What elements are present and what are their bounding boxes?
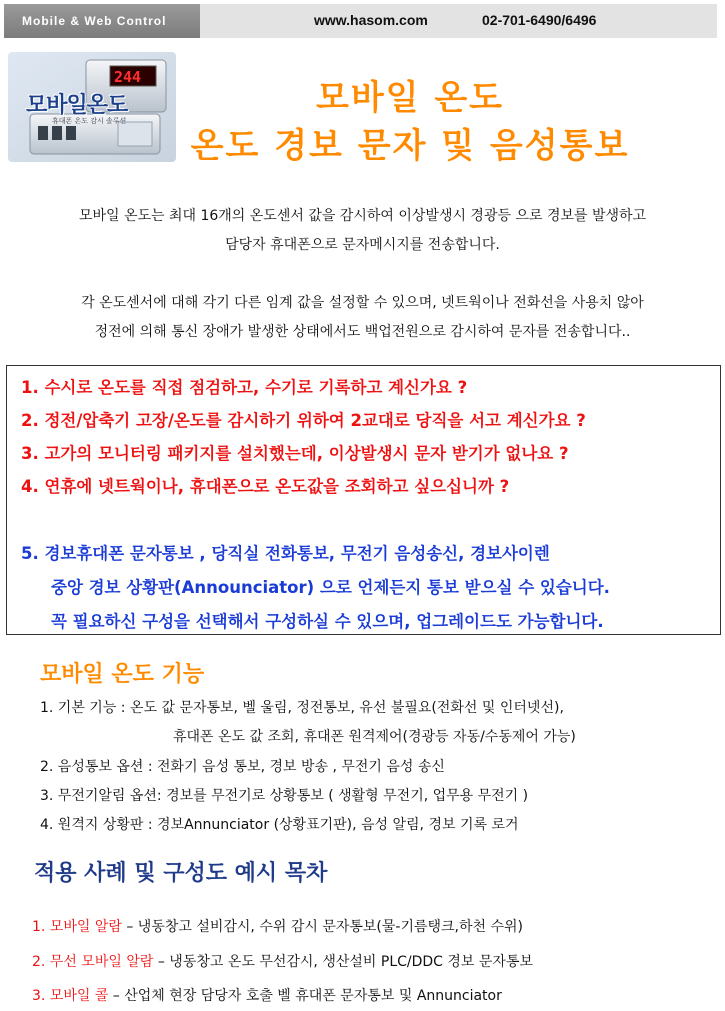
intro-p1-line2: 담당자 휴대폰으로 문자메시지를 전송합니다. bbox=[225, 237, 500, 253]
question-item: 3. 고가의 모니터링 패키지를 설치했는데, 이상발생시 문자 받기가 없나요 ? bbox=[21, 444, 569, 463]
features-heading: 모바일 온도 기능 bbox=[40, 662, 205, 687]
feature-item: 2. 음성통보 옵션 : 전화기 음성 통보, 경보 방송 , 무전기 음성 송신 bbox=[40, 759, 445, 775]
case-item[interactable] bbox=[32, 985, 502, 1005]
case-label: 3. 모바일 콜 bbox=[32, 988, 109, 1004]
website-link[interactable]: www.hasom.com bbox=[314, 12, 428, 28]
product-image bbox=[8, 52, 176, 162]
question-item: 2. 정전/압축기 고장/온도를 감시하기 위하여 2교대로 당직을 서고 계신가요 ? bbox=[21, 411, 586, 430]
case-item[interactable] bbox=[32, 951, 533, 971]
header-bar bbox=[4, 4, 717, 38]
phone-number: 02-701-6490/6496 bbox=[482, 12, 597, 28]
feature-item: 3. 무전기알림 옵션: 경보를 무전기로 상황통보 ( 생활형 무전기, 업무용 무전기 ) bbox=[40, 788, 529, 804]
product-logo-text: 모바일온도 bbox=[26, 93, 128, 118]
question-box bbox=[6, 365, 721, 635]
intro-p1-line1: 모바일 온도는 최대 16개의 온도센서 값을 감시하여 이상발생시 경광등 으로 경보를 발생하고 bbox=[78, 208, 647, 224]
case-desc: – 냉동창고 설비감시, 수위 감시 문자통보(물-기름탱크,하천 수위) bbox=[121, 919, 524, 935]
header-tag: Mobile & Web Control bbox=[4, 4, 200, 38]
header-contact-bar bbox=[200, 4, 717, 38]
answer-line: 5. 경보휴대폰 문자통보 , 당직실 전화통보, 무전기 음성송신, 경보사이렌 bbox=[21, 544, 550, 563]
product-sub-text: 휴대폰 온도 감시 솔루션 bbox=[52, 117, 127, 125]
page-subtitle: 온도 경보 문자 및 음성통보 bbox=[190, 126, 630, 166]
intro-p2-line2: 정전에 의해 통신 장애가 발생한 상태에서도 백업전원으로 감시하여 문자를 전송합니다.. bbox=[94, 324, 631, 340]
display-value: 244 bbox=[114, 68, 142, 86]
case-label: 2. 무선 모바일 알람 bbox=[32, 954, 154, 970]
question-item: 4. 연휴에 넷트웍이나, 휴대폰으로 온도값을 조회하고 싶으십니까 ? bbox=[21, 477, 510, 496]
page-title: 모바일 온도 bbox=[315, 78, 505, 118]
feature-item: 1. 기본 기능 : 온도 값 문자통보, 벨 울림, 정전통보, 유선 불필요(전화선 및 인터넷선), bbox=[40, 700, 564, 716]
feature-item: 4. 원격지 상황판 : 경보Annunciator (상황표기판), 음성 알림, 경보 기록 로거 bbox=[40, 817, 519, 833]
feature-item: 휴대폰 온도 값 조회, 휴대폰 원격제어(경광등 자동/수동제어 가능) bbox=[173, 729, 576, 745]
case-label: 1. 모바일 알람 bbox=[32, 919, 122, 935]
answer-line: 중앙 경보 상황판(Announciator) 으로 언제든지 통보 받으실 수 있습니다. bbox=[51, 578, 610, 597]
case-desc: – 산업체 현장 담당자 호출 벨 휴대폰 문자통보 및 Annunciator bbox=[108, 988, 502, 1004]
case-desc: – 냉동창고 온도 무선감시, 생산설비 PLC/DDC 경보 문자통보 bbox=[153, 954, 533, 970]
answer-line: 꼭 필요하신 구성을 선택해서 구성하실 수 있으며, 업그레이드도 가능합니다. bbox=[51, 612, 604, 631]
question-item: 1. 수시로 온도를 직접 점검하고, 수기로 기록하고 계신가요 ? bbox=[21, 378, 468, 397]
intro-p2-line1: 각 온도센서에 대해 각기 다른 임계 값을 설정할 수 있으며, 넷트웍이나 전화선을 사용치 않아 bbox=[81, 295, 644, 311]
cases-heading: 적용 사례 및 구성도 예시 목차 bbox=[34, 861, 328, 886]
case-item[interactable] bbox=[32, 916, 523, 936]
